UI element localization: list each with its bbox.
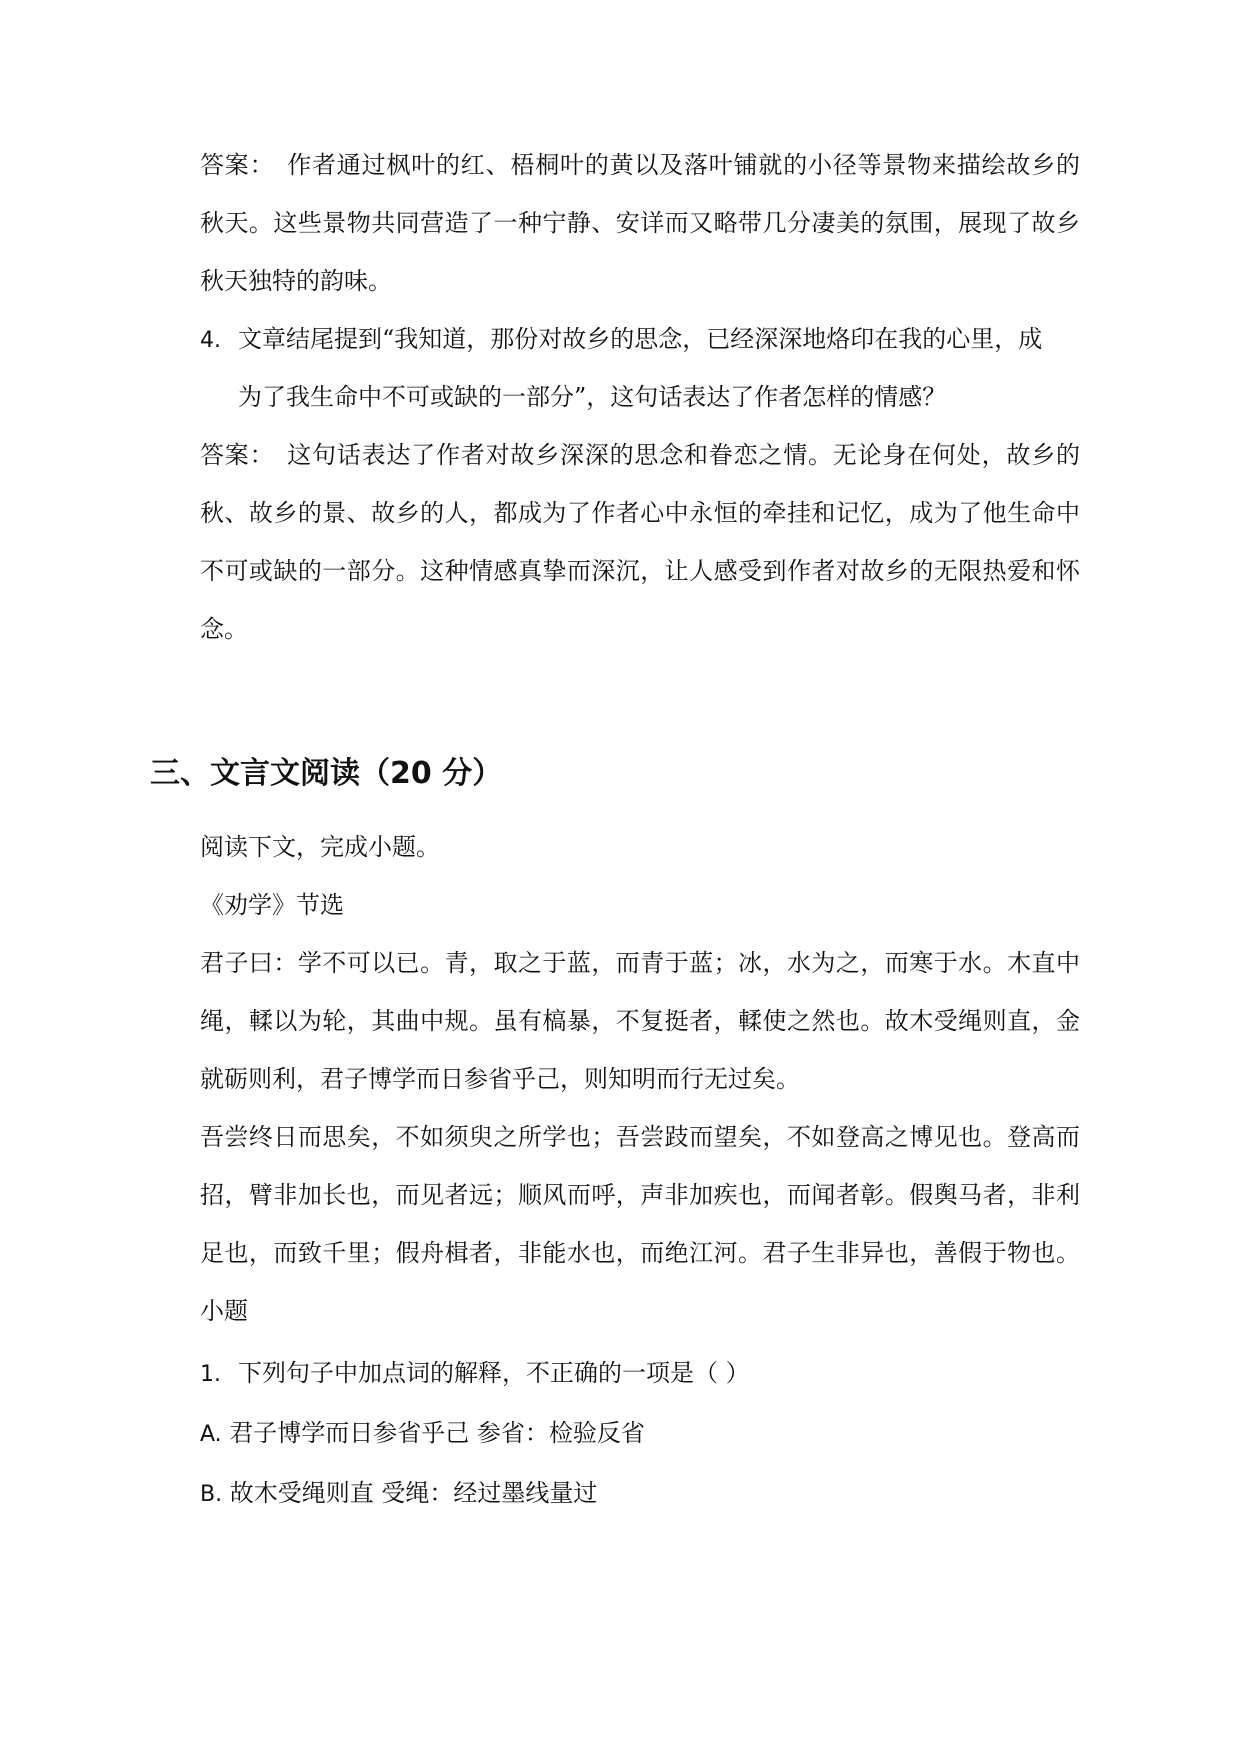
passage-p1-line-2: 绳，輮以为轮，其曲中规。虽有槁暴，不复挺者，輮使之然也。故木受绳则直，金 <box>200 1007 1080 1035</box>
option-b-text: 故木受绳则直 受绳：经过墨线量过 <box>229 1479 598 1507</box>
option-a-text: 君子博学而日参省乎己 参省：检验反省 <box>229 1419 645 1447</box>
section-3-heading: 三、文言文阅读（20 分） <box>150 756 503 791</box>
passage-p2-line-2: 招，臂非加长也，而见者远；顺风而呼，声非加疾也，而闻者彰。假舆马者，非利 <box>200 1181 1080 1209</box>
reading-instruction: 阅读下文，完成小题。 <box>200 833 440 861</box>
question-4-line-2: 为了我生命中不可或缺的一部分”，这句话表达了作者怎样的情感？ <box>238 383 947 411</box>
question-4-line-1: 文章结尾提到“我知道，那份对故乡的思念，已经深深地烙印在我的心里，成 <box>238 325 1043 353</box>
passage-p1-line-3: 就砺则利，君子博学而日参省乎己，则知明而行无过矣。 <box>200 1065 800 1093</box>
passage-title: 《劝学》节选 <box>200 891 344 919</box>
option-b-letter: B. <box>200 1482 223 1507</box>
q3-answer-line-1: 答案： 作者通过枫叶的红、梧桐叶的黄以及落叶铺就的小径等景物来描绘故乡的 <box>200 151 1080 179</box>
option-a-letter: A. <box>200 1422 222 1447</box>
question-4-number: 4. <box>200 328 221 353</box>
question-4 <box>200 322 1080 358</box>
q4-answer-line-3: 不可或缺的一部分。这种情感真挚而深沉，让人感受到作者对故乡的无限热爱和怀 <box>200 557 1080 585</box>
passage-p1-line-1: 君子曰：学不可以已。青，取之于蓝，而青于蓝；冰，水为之，而寒于水。木直中 <box>200 949 1080 977</box>
q4-answer-line-4: 念。 <box>200 615 248 643</box>
q4-answer-line-2: 秋、故乡的景、故乡的人，都成为了作者心中永恒的牵挂和记忆，成为了他生命中 <box>200 499 1080 527</box>
subquestion-1-number: 1. <box>200 1362 221 1387</box>
q4-answer-line-1: 答案： 这句话表达了作者对故乡深深的思念和眷恋之情。无论身在何处，故乡的 <box>200 441 1080 469</box>
subquestion-1 <box>200 1356 750 1392</box>
q3-answer-line-2: 秋天。这些景物共同营造了一种宁静、安详而又略带几分凄美的氛围，展现了故乡 <box>200 209 1080 237</box>
subquestion-label: 小题 <box>200 1297 248 1325</box>
passage-p2-line-1: 吾尝终日而思矣，不如须臾之所学也；吾尝跂而望矣，不如登高之博见也。登高而 <box>200 1123 1080 1151</box>
q3-answer-line-3: 秋天独特的韵味。 <box>200 267 392 295</box>
option-b <box>200 1476 597 1512</box>
subquestion-1-text: 下列句子中加点词的解释，不正确的一项是（ ） <box>238 1359 750 1387</box>
passage-p2-line-3: 足也，而致千里；假舟楫者，非能水也，而绝江河。君子生非异也，善假于物也。 <box>200 1239 1080 1267</box>
option-a <box>200 1416 645 1452</box>
